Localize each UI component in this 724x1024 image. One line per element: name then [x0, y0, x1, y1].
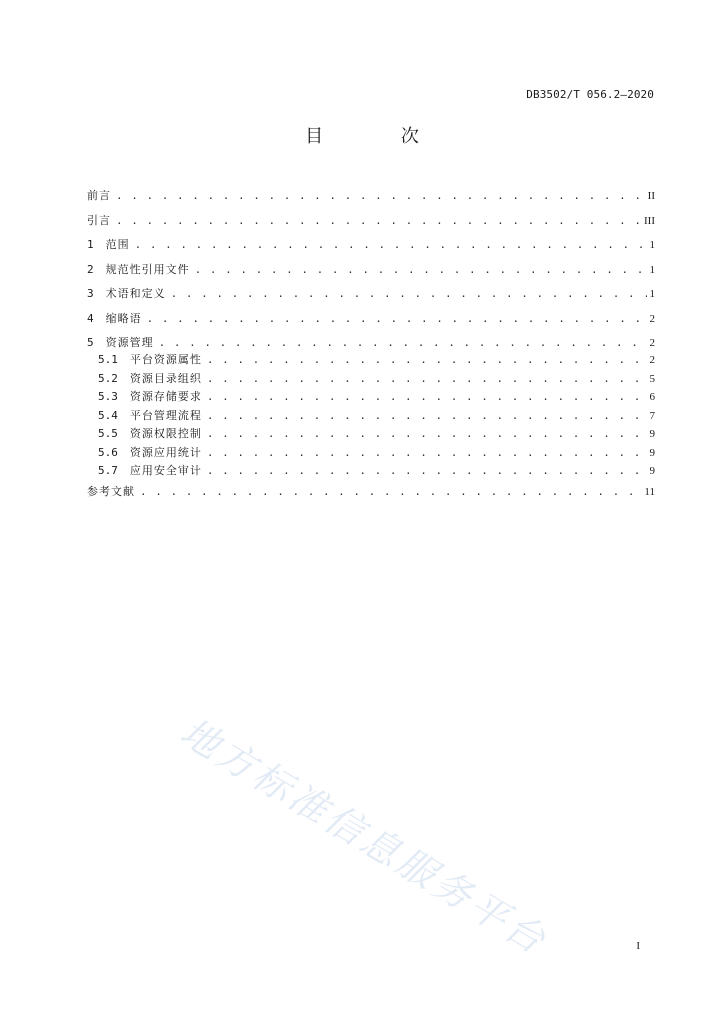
toc-entry-page: 2 [649, 354, 655, 366]
toc-entry-label: 参考文献 [87, 484, 135, 498]
toc-entry-scope[interactable] [87, 235, 655, 260]
toc-entry-number: 3 [87, 287, 94, 300]
toc-entry-label: 前言 [87, 189, 111, 202]
toc-subentry-5-5[interactable] [87, 426, 655, 445]
toc-leader-dots [147, 309, 647, 329]
toc-entry-label: 缩略语 [105, 311, 142, 325]
toc-entry-abbreviations[interactable] [87, 309, 655, 334]
toc-entry-page: 6 [649, 391, 655, 403]
toc-entry-label: 资源管理 [105, 336, 154, 349]
toc-entry-page: III [644, 214, 655, 227]
toc-subentry-5-4[interactable] [87, 408, 655, 427]
toc-entry-page: 9 [649, 428, 655, 440]
toc-entry-introduction[interactable] [87, 211, 655, 236]
toc-entry-foreword[interactable] [87, 186, 655, 211]
toc-entry-number: 5.2 [98, 371, 118, 385]
table-of-contents [87, 186, 655, 506]
toc-entry-page: II [647, 190, 655, 202]
toc-entry-label: 范围 [105, 238, 130, 251]
toc-subentry-5-2[interactable] [87, 371, 655, 390]
toc-leader-dots [171, 284, 647, 304]
toc-leader-dots [207, 445, 647, 461]
toc-leader-dots [135, 235, 647, 255]
toc-entry-page: 9 [649, 446, 655, 459]
toc-entry-number: 5.6 [98, 445, 118, 459]
toc-leader-dots [207, 463, 647, 479]
watermark-text: 地方标准信息服务平台 [172, 709, 556, 964]
toc-leader-dots [140, 482, 641, 502]
toc-entry-number: 1 [87, 238, 94, 251]
toc-leader-dots [116, 211, 641, 231]
toc-entry-number: 5.7 [98, 464, 118, 477]
toc-entry-label: 术语和定义 [105, 287, 166, 300]
toc-entry-bibliography[interactable] [87, 482, 655, 507]
toc-entry-label: 资源应用统计 [129, 445, 202, 459]
toc-entry-label: 平台资源属性 [129, 353, 202, 366]
toc-subentry-5-1[interactable] [87, 352, 655, 371]
toc-entry-number: 5 [87, 336, 94, 349]
toc-entry-label: 应用安全审计 [129, 464, 202, 477]
toc-entry-label: 资源权限控制 [129, 427, 202, 440]
toc-entry-number: 5.1 [98, 353, 118, 366]
toc-entry-number: 2 [87, 262, 94, 276]
toc-entry-label: 规范性引用文件 [105, 262, 190, 276]
toc-subentry-5-6[interactable] [87, 445, 655, 464]
document-code: DB3502/T 056.2—2020 [526, 88, 654, 101]
toc-entry-page: 1 [649, 239, 655, 251]
toc-entry-page: 2 [649, 312, 655, 325]
toc-subentry-5-3[interactable] [87, 389, 655, 408]
toc-entry-number: 5.3 [98, 390, 118, 403]
toc-entry-label: 资源存储要求 [129, 390, 202, 403]
toc-entry-number: 5.5 [98, 427, 118, 440]
toc-entry-number: 5.4 [98, 408, 118, 422]
toc-entry-number: 4 [87, 311, 94, 325]
toc-entry-page: 11 [644, 485, 655, 498]
toc-entry-page: 1 [649, 288, 655, 300]
toc-entry-page: 9 [649, 465, 655, 477]
page-number: I [636, 940, 640, 952]
toc-entry-page: 7 [649, 409, 655, 422]
toc-entry-page: 1 [649, 263, 655, 276]
toc-entry-label: 资源目录组织 [129, 371, 202, 385]
toc-leader-dots [207, 389, 647, 405]
toc-leader-dots [159, 333, 647, 353]
toc-entry-page: 2 [649, 337, 655, 349]
toc-entry-label: 平台管理流程 [129, 408, 202, 422]
toc-entry-page: 5 [649, 372, 655, 385]
toc-leader-dots [207, 352, 647, 368]
toc-entry-label: 引言 [87, 213, 111, 227]
toc-entry-terms-definitions[interactable] [87, 284, 655, 309]
toc-leader-dots [207, 408, 647, 424]
toc-subentry-5-7[interactable] [87, 463, 655, 482]
toc-entry-normative-references[interactable] [87, 260, 655, 285]
toc-title: 目 次 [305, 126, 455, 147]
toc-entry-resource-management[interactable] [87, 333, 655, 352]
toc-leader-dots [195, 260, 647, 280]
toc-leader-dots [207, 371, 647, 387]
toc-leader-dots [116, 186, 645, 206]
toc-leader-dots [207, 426, 647, 442]
